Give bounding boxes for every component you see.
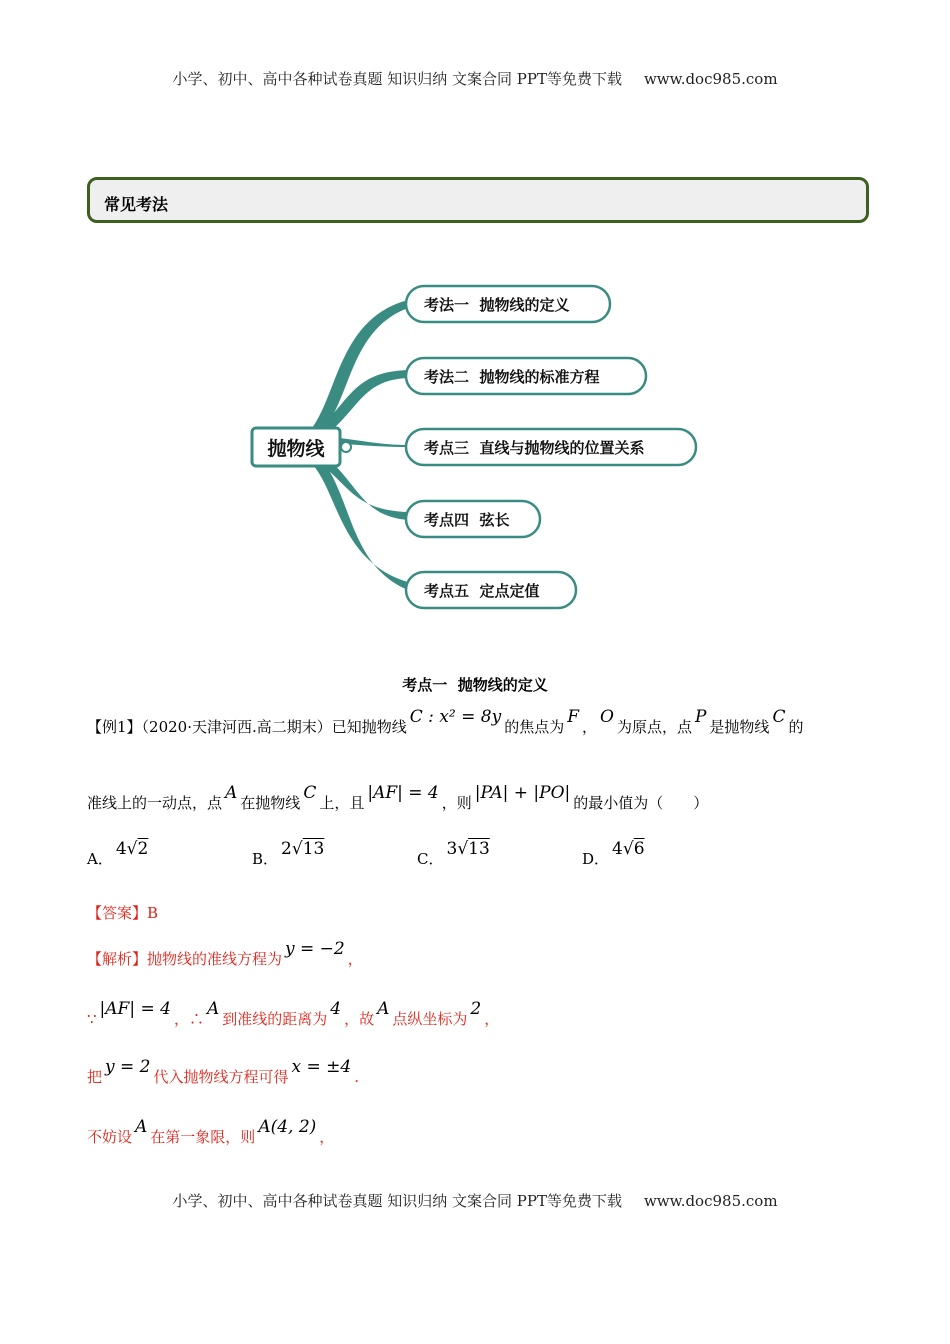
formula: A xyxy=(225,783,238,803)
answer-label: 【答案】B xyxy=(87,904,159,922)
text: ， xyxy=(484,1010,500,1028)
formula: O xyxy=(600,707,614,727)
text: 在第一象限，则 xyxy=(150,1128,256,1146)
formula: A xyxy=(377,999,390,1019)
text: 到准线的距离为 xyxy=(222,1010,328,1028)
option-d[interactable] xyxy=(582,839,648,869)
formula: y = −2 xyxy=(285,939,345,959)
node-2-label: 考法二 抛物线的标准方程 xyxy=(424,368,600,386)
formula: x = ±4 xyxy=(291,1057,352,1077)
formula: A(4, 2) xyxy=(258,1117,317,1137)
option-value: 3√13 xyxy=(446,839,490,859)
text: 是抛物线 xyxy=(709,718,770,736)
text: 在抛物线 xyxy=(240,794,301,812)
text: 【例1】（2020·天津河西.高二期末）已知抛物线 xyxy=(87,718,407,736)
option-label: D． xyxy=(582,850,610,868)
option-label: B． xyxy=(252,850,279,868)
formula: |AF| = 4 xyxy=(99,999,171,1019)
text: ， xyxy=(347,950,363,968)
option-label: A． xyxy=(87,850,113,868)
text: 把 xyxy=(87,1068,103,1086)
option-a[interactable] xyxy=(87,839,151,869)
text: 的 xyxy=(788,718,804,736)
root-connector-dot xyxy=(341,442,351,452)
mindmap xyxy=(0,0,950,640)
analysis-line-3 xyxy=(87,1057,359,1087)
text: 准线上的一动点，点 xyxy=(87,794,223,812)
analysis-line-4 xyxy=(87,1117,335,1147)
option-b[interactable] xyxy=(252,839,327,869)
text: 代入抛物线方程可得 xyxy=(153,1068,289,1086)
formula: C : x² = 8y xyxy=(409,707,502,727)
therefore-symbol: ，∴ xyxy=(173,1010,204,1028)
text: ， xyxy=(582,718,598,736)
text: 的最小值为（ ） xyxy=(573,794,709,812)
text: 不妨设 xyxy=(87,1128,133,1146)
mindmap-node-3 xyxy=(406,429,696,465)
branch-1 xyxy=(312,300,408,432)
text: 上，且 xyxy=(319,794,365,812)
because-symbol: ∵ xyxy=(87,1010,97,1028)
formula: A xyxy=(206,999,220,1019)
footer-text: 小学、初中、高中各种试卷真题 知识归纳 文案合同 PPT等免费下载 xyxy=(172,1192,622,1210)
option-value: 2√13 xyxy=(281,839,325,859)
example-line-2 xyxy=(87,783,709,813)
option-label: C． xyxy=(417,850,444,868)
formula: C xyxy=(772,707,786,727)
mindmap-node-5 xyxy=(406,572,576,608)
formula: P xyxy=(694,707,707,727)
analysis-line-1 xyxy=(87,939,363,969)
node-5-label: 考点五 定点定值 xyxy=(424,582,540,600)
text: ， xyxy=(319,1128,335,1146)
text: ，故 xyxy=(344,1010,375,1028)
node-4-label: 考点四 弦长 xyxy=(424,511,510,529)
section-title: 常见考法 xyxy=(104,195,169,214)
mindmap-node-1 xyxy=(406,286,610,322)
header-url[interactable]: www.doc985.com xyxy=(643,70,778,88)
option-c[interactable] xyxy=(417,839,493,869)
text: . xyxy=(354,1068,359,1086)
text: 为原点，点 xyxy=(616,718,692,736)
root-label: 抛物线 xyxy=(267,438,325,460)
text: 点纵坐标为 xyxy=(392,1010,468,1028)
text: 【解析】抛物线的准线方程为 xyxy=(87,950,283,968)
mindmap-root xyxy=(252,428,340,466)
formula: |PA| + |PO| xyxy=(474,783,571,803)
example-line-1 xyxy=(87,707,804,737)
text: ，则 xyxy=(441,794,472,812)
formula: C xyxy=(303,783,317,803)
mindmap-node-4 xyxy=(406,501,540,537)
formula: A xyxy=(135,1117,148,1137)
node-3-label: 考点三 直线与抛物线的位置关系 xyxy=(424,439,645,457)
node-1-label: 考法一 抛物线的定义 xyxy=(424,296,570,314)
page-footer xyxy=(0,1190,950,1211)
footer-url[interactable]: www.doc985.com xyxy=(643,1192,778,1210)
option-value: 4√2 xyxy=(115,839,149,859)
text: 的焦点为 xyxy=(504,718,565,736)
formula: F xyxy=(567,707,579,727)
branch-5 xyxy=(312,460,408,590)
formula: y = 2 xyxy=(105,1057,151,1077)
formula: 4 xyxy=(330,999,342,1019)
subsection-heading: 考点一 抛物线的定义 xyxy=(402,676,548,694)
header-text: 小学、初中、高中各种试卷真题 知识归纳 文案合同 PPT等免费下载 xyxy=(172,70,622,88)
formula: |AF| = 4 xyxy=(367,783,439,803)
formula: 2 xyxy=(470,999,482,1019)
option-value: 4√6 xyxy=(612,839,645,859)
mindmap-node-2 xyxy=(406,358,646,394)
analysis-line-2 xyxy=(87,999,500,1029)
